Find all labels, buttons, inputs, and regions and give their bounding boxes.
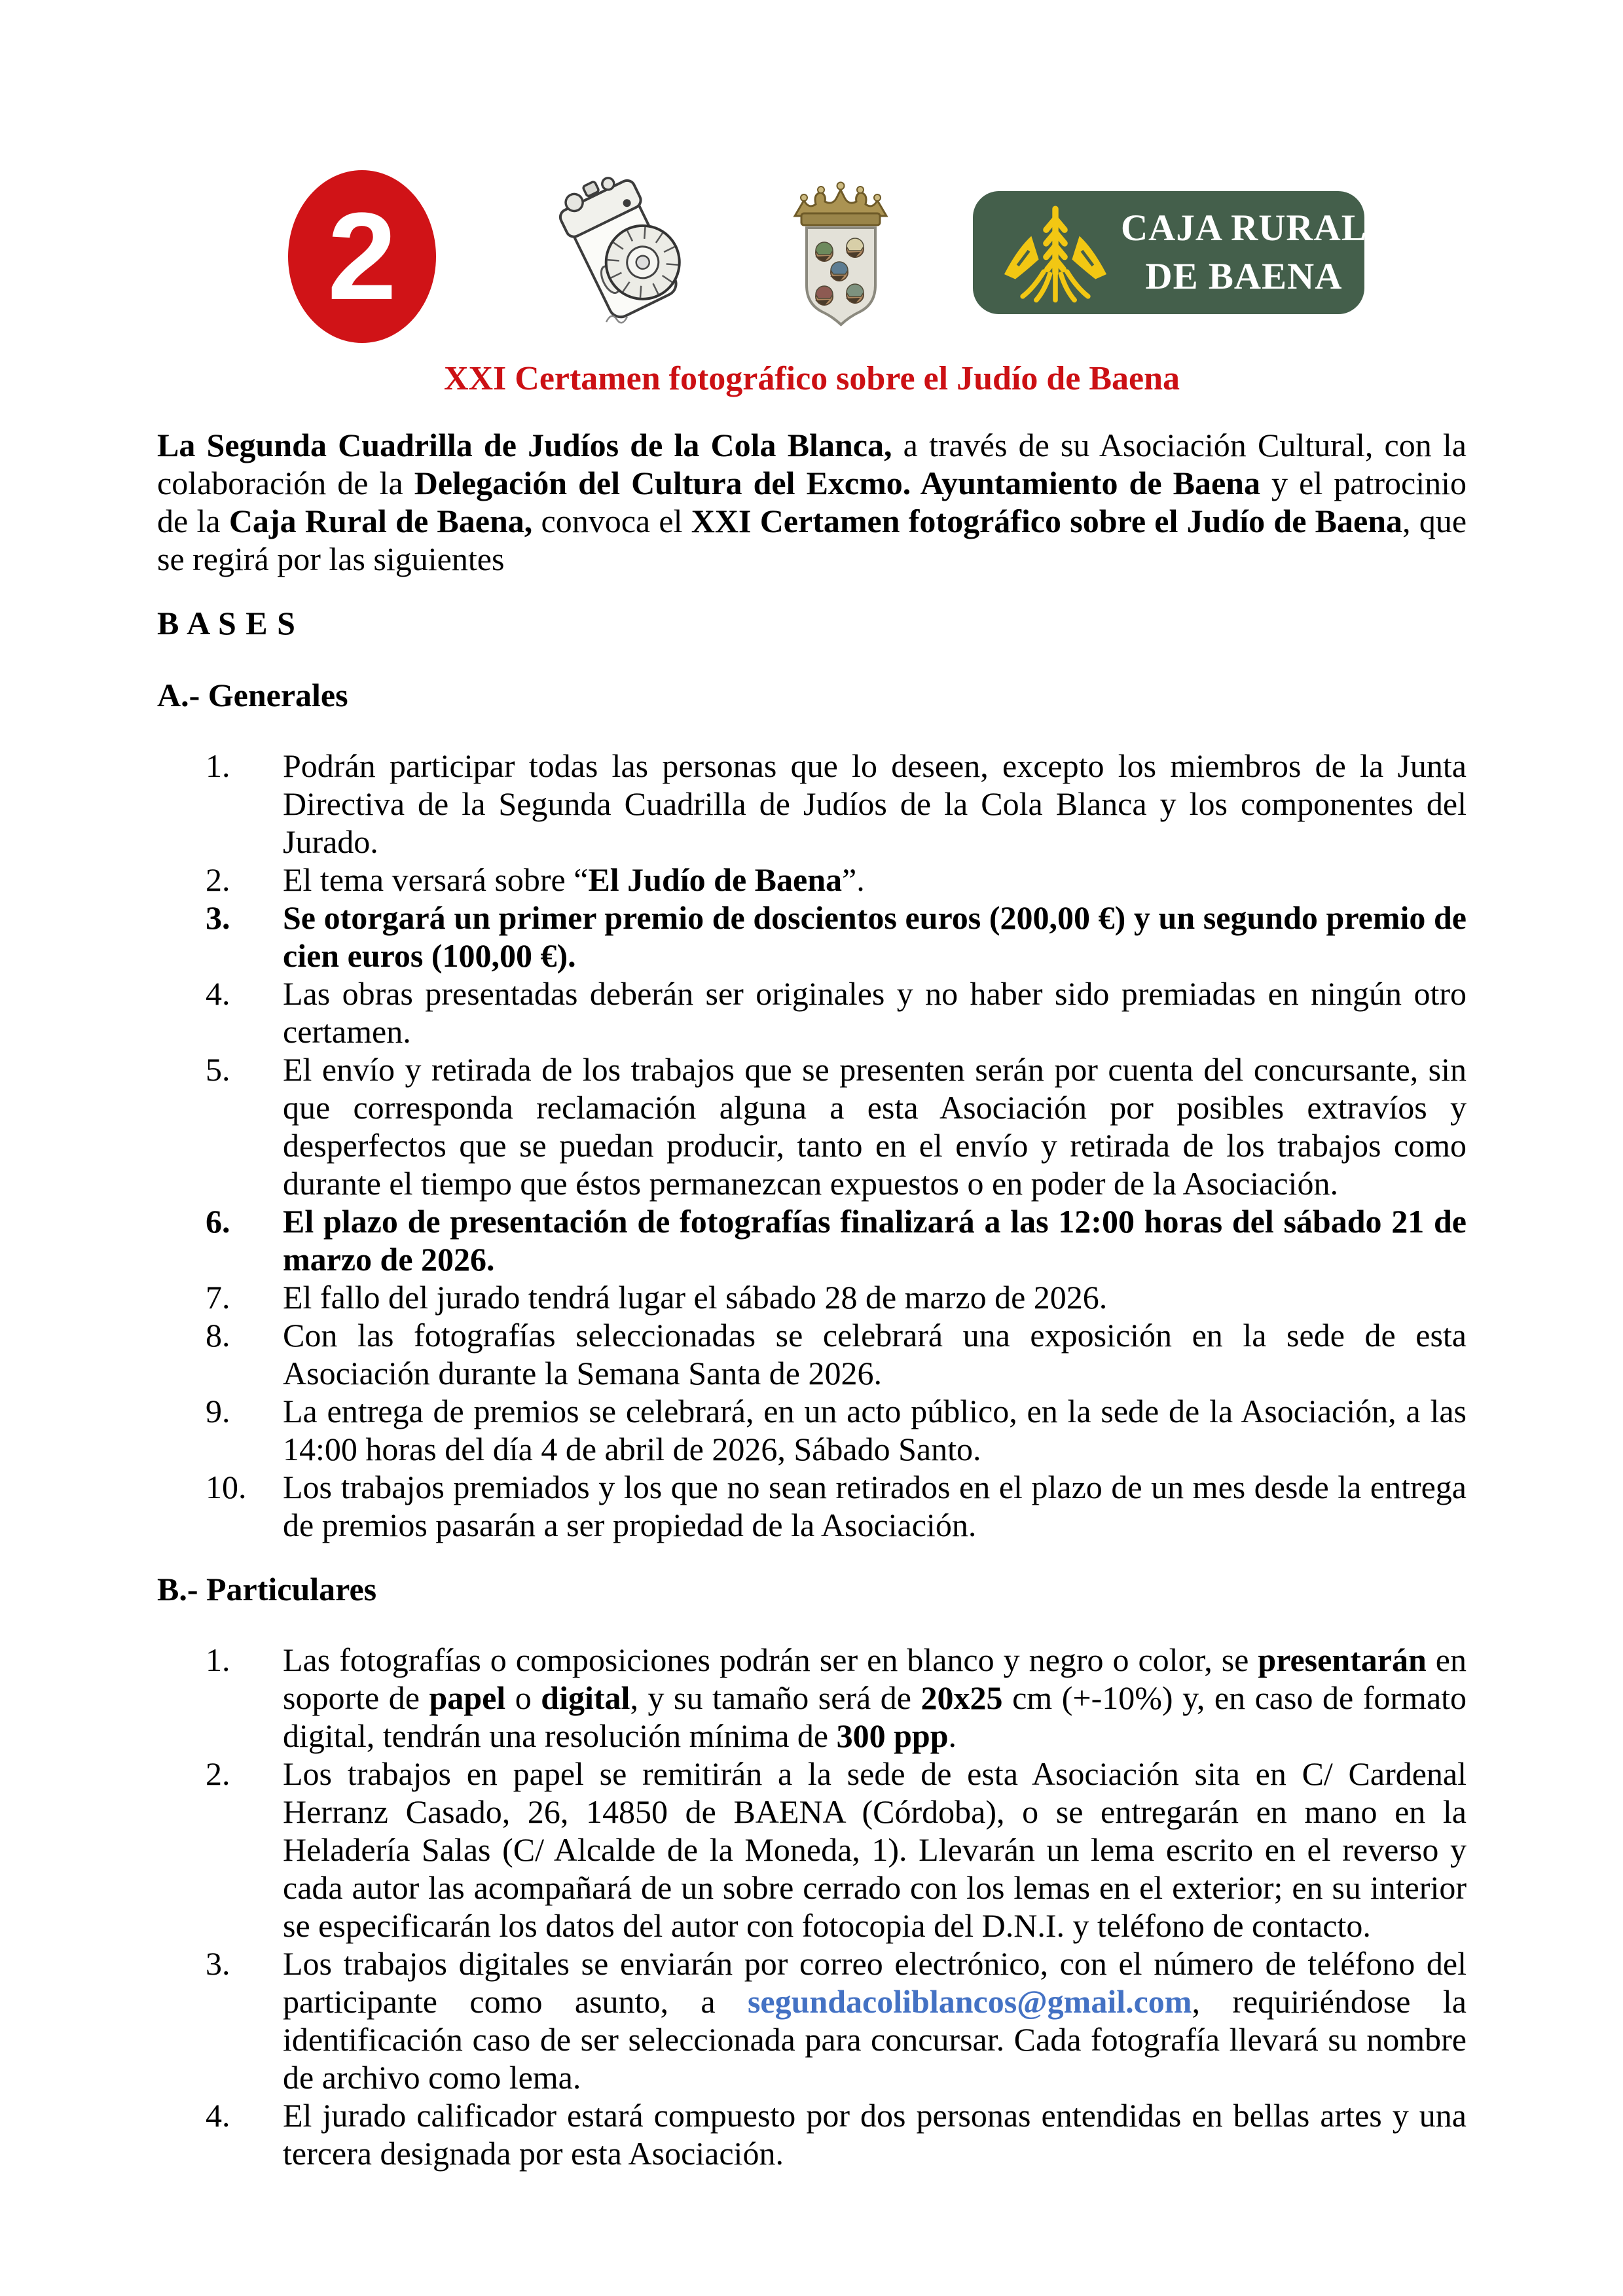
section-a-list (157, 747, 1467, 1544)
item-number: 4. (206, 2097, 230, 2134)
list-item (157, 899, 1467, 975)
text: Los trabajos en papel se remitirán a la sede de esta Asociación sita en C/ Cardenal Herranz Casado, 26, 14850 de BAENA (Córdoba), o se entregarán en mano en la Heladería Salas (C/ Alcalde de la Moneda, 1). Llevarán un lema escrito en el reverso y cada autor las acompañará de un sobre cerrado con los lemas en el exterior; en su interior se especificarán los datos del autor con fotocopia del D.N.I. y teléfono de contacto. (283, 1755, 1467, 1944)
bold-text: XXI Certamen fotográfico sobre el Judío de Baena (691, 503, 1403, 539)
text: Las fotografías o composiciones podrán ser en blanco y negro o color, se (283, 1641, 1258, 1678)
item-number: 8. (206, 1317, 230, 1354)
text: . (948, 1717, 957, 1754)
text: Podrán participar todas las personas que lo deseen, excepto los miembros de la Junta Directiva de la Segunda Cuadrilla de Judíos de la Cola Blanca y los componentes del Jurado. (283, 747, 1467, 860)
text: La entrega de premios se celebrará, en un acto público, en la sede de la Asociación, a las 14:00 horas del día 4 de abril de 2026, Sábado Santo. (283, 1393, 1467, 1467)
item-number: 3. (206, 899, 230, 936)
item-number: 2. (206, 1755, 230, 1792)
text: convoca el (532, 503, 691, 539)
text: El envío y retirada de los trabajos que se presenten serán por cuenta del concursante, sin que corresponda reclamación alguna a esta Asociación por posibles extravíos y desperfectos que se puedan producir, tanto en el envío y retirada de los trabajos como durante el tiempo que éstos permanezcan expuestos o en poder de la Asociación. (283, 1051, 1467, 1202)
bold-text: Se otorgará un primer premio de doscientos euros (200,00 €) y un segundo premio de cien euros (100,00 €). (283, 899, 1467, 974)
document-content (157, 164, 1467, 2172)
item-number: 4. (206, 975, 230, 1012)
item-text (283, 1469, 1467, 1543)
item-number: 9. (206, 1393, 230, 1429)
bold-text: El plazo de presentación de fotografías finalizará a las 12:00 horas del sábado 21 de marzo de 2026. (283, 1203, 1467, 1278)
bold-text: Delegación del Cultura del Excmo. Ayuntamiento de Baena (414, 465, 1260, 501)
text: Los trabajos digitales se enviarán por correo electrónico, con el número de teléfono del participante como asunto, a (283, 1945, 1467, 2020)
number-2-badge (288, 170, 436, 343)
item-number: 1. (206, 747, 230, 784)
text: , que se regirá por las siguientes (157, 503, 1467, 577)
list-item (157, 1392, 1467, 1468)
text: o (505, 1679, 541, 1716)
item-text (283, 1203, 1467, 1278)
text: a través de su Asociación Cultural, con la colaboración de la (157, 427, 1467, 501)
list-item (157, 1945, 1467, 2096)
text: Los trabajos premiados y los que no sean retirados en el plazo de un mes desde la entrega de premios pasarán a ser propiedad de la Asociación. (283, 1469, 1467, 1543)
item-text (283, 1393, 1467, 1467)
bold-text: Caja Rural de Baena, (228, 503, 533, 539)
section-a-heading: A.- Generales (157, 677, 348, 713)
bold-text: El Judío de Baena (588, 861, 843, 898)
item-text (283, 1755, 1467, 1944)
text: y el patrocinio de la (157, 465, 1467, 539)
item-text (283, 1317, 1467, 1391)
text: ”. (842, 861, 865, 898)
list-item (157, 747, 1467, 861)
list-item (157, 1050, 1467, 1202)
bold-text: presentarán (1258, 1641, 1427, 1678)
vintage-camera-icon (549, 169, 686, 332)
text: cm (+-10%) y, en caso de formato digital, tendrán una resolución mínima de (283, 1679, 1467, 1754)
document-title: XXI Certamen fotográfico sobre el Judío de Baena (443, 360, 1180, 397)
text: , y su tamaño será de (630, 1679, 921, 1716)
item-text (283, 899, 1467, 974)
bold-text: 20x25 (921, 1679, 1003, 1716)
bases-heading: B A S E S (157, 605, 296, 641)
list-item (157, 2096, 1467, 2172)
item-text (283, 1945, 1467, 2096)
intro-paragraph (157, 426, 1467, 578)
caja-rural-logo-line1: CAJA RURAL (1121, 207, 1367, 249)
item-text (283, 1051, 1467, 1202)
text: El fallo del jurado tendrá lugar el sábado 28 de marzo de 2026. (283, 1279, 1108, 1316)
caja-rural-logo-text (1121, 204, 1384, 301)
text: en soporte de (283, 1641, 1467, 1716)
list-item (157, 1641, 1467, 1755)
list-item (157, 1202, 1467, 1278)
item-number: 2. (206, 861, 230, 898)
text: Con las fotografías seleccionadas se celebrará una exposición en la sede de esta Asociación durante la Semana Santa de 2026. (283, 1317, 1467, 1391)
item-number: 6. (206, 1203, 230, 1240)
item-text (283, 975, 1467, 1050)
bold-text: papel (429, 1679, 506, 1716)
list-item (157, 975, 1467, 1050)
item-text (283, 861, 865, 898)
list-item (157, 1278, 1467, 1316)
bold-text: 300 ppp (836, 1717, 949, 1754)
text: , requiriéndose la identificación caso de ser seleccionada para concursar. Cada fotografía llevará su nombre de archivo como lema. (283, 1983, 1467, 2096)
text: El tema versará sobre “ (283, 861, 589, 898)
list-item (157, 1755, 1467, 1945)
item-text (283, 1641, 1467, 1754)
section-b-heading: B.- Particulares (157, 1571, 377, 1607)
caja-rural-logo-line2: DE BAENA (1145, 256, 1343, 297)
list-item (157, 1316, 1467, 1392)
item-number: 3. (206, 1945, 230, 1982)
bold-text: La Segunda Cuadrilla de Judíos de la Cola Blanca, (157, 427, 892, 463)
list-item (157, 1468, 1467, 1544)
item-text (283, 2097, 1467, 2172)
text: El jurado calificador estará compuesto por dos personas entendidas en bellas artes y una tercera designada por esta Asociación. (283, 2097, 1467, 2172)
coat-of-arms-icon (787, 175, 895, 332)
text: Las obras presentadas deberán ser originales y no haber sido premiadas en ningún otro certamen. (283, 975, 1467, 1050)
item-text (283, 1279, 1107, 1316)
badge-number: 2 (327, 187, 397, 326)
wheat-icon (990, 200, 1121, 305)
item-number: 10. (206, 1469, 247, 1505)
bold-text: digital (541, 1679, 630, 1716)
email-link[interactable]: segundacoliblancos@gmail.com (747, 1983, 1192, 2020)
item-text (283, 747, 1467, 860)
header-logos (157, 164, 1467, 350)
caja-rural-logo (973, 191, 1367, 314)
section-b-list (157, 1641, 1467, 2172)
item-number: 5. (206, 1051, 230, 1088)
item-number: 1. (206, 1641, 230, 1678)
item-number: 7. (206, 1279, 230, 1316)
list-item (157, 861, 1467, 899)
